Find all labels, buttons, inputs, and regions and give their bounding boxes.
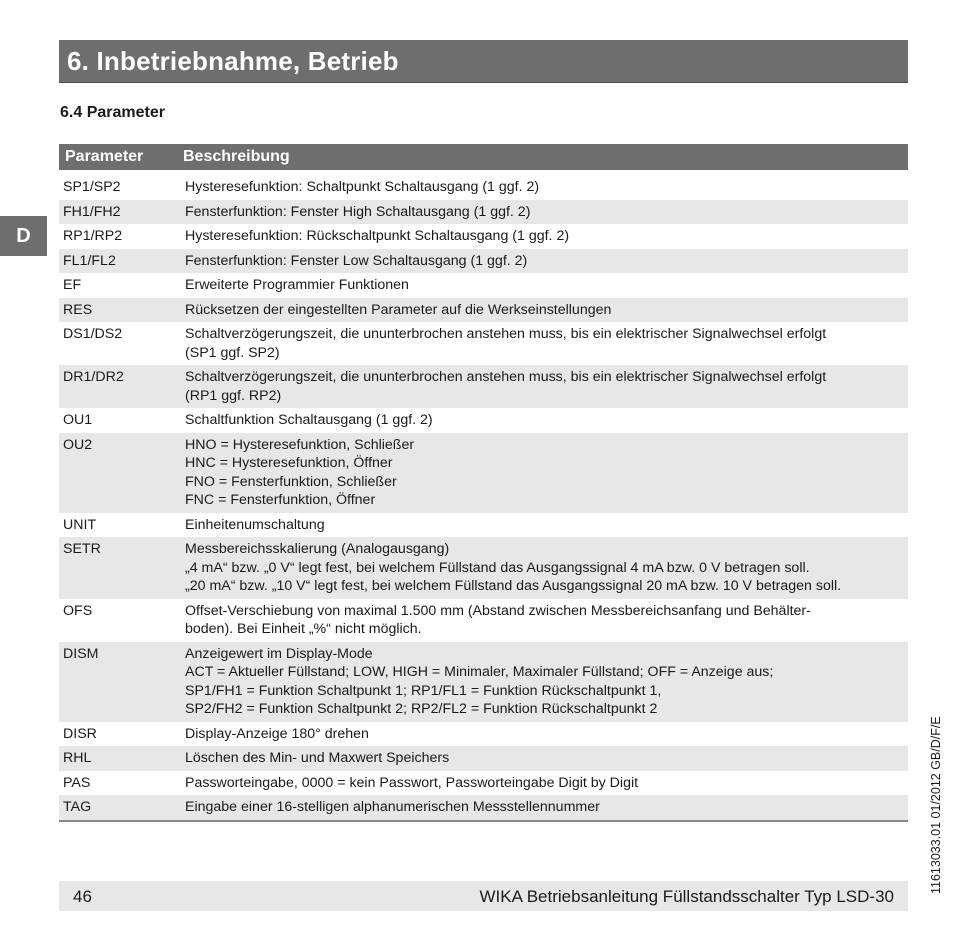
language-tab: D xyxy=(0,216,47,256)
parameter-cell: UNIT xyxy=(63,516,97,533)
column-header-parameter: Parameter xyxy=(59,144,172,170)
description-line: Hysteresefunktion: Schaltpunkt Schaltausgang (1 ggf. 2) xyxy=(185,179,540,195)
description-line: HNO = Hysteresefunktion, Schließer xyxy=(185,436,415,453)
parameter-cell: TAG xyxy=(59,795,172,821)
description-cell xyxy=(172,298,908,323)
table-row xyxy=(59,249,908,274)
parameter-cell: DS1/DS2 xyxy=(63,326,123,342)
description-line: „4 mA“ bzw. „0 V“ legt fest, bei welchem Füllstand das Ausgangssignal 4 mA bzw. 0 V betragen soll. xyxy=(185,559,810,576)
description-line: Fensterfunktion: Fenster Low Schaltausgang (1 ggf. 2) xyxy=(185,252,528,269)
description-cell xyxy=(172,273,908,298)
description-cell xyxy=(172,746,908,771)
parameter-cell: FH1/FH2 xyxy=(59,200,172,225)
chapter-title: 6. Inbetriebnahme, Betrieb xyxy=(67,46,399,76)
description-cell xyxy=(172,200,908,225)
description-line: SP2/FH2 = Funktion Schaltpunkt 2; RP2/FL2 = Funktion Rückschaltpunkt 2 xyxy=(185,701,658,717)
description-cell xyxy=(172,433,908,513)
parameter-cell: RES xyxy=(59,298,172,323)
description-line: Hysteresefunktion: Rückschaltpunkt Schaltausgang (1 ggf. 2) xyxy=(185,228,570,244)
parameter-cell: RHL xyxy=(59,746,172,771)
table-row xyxy=(59,433,908,513)
description-line: Display-Anzeige 180° drehen xyxy=(185,725,369,742)
parameter-cell: PAS xyxy=(63,774,91,791)
parameter-cell: SP1/SP2 xyxy=(63,179,121,195)
parameter-cell: SETR xyxy=(59,537,172,599)
table-row xyxy=(59,408,908,433)
description-cell xyxy=(172,249,908,274)
table-row xyxy=(59,795,908,821)
description-cell xyxy=(172,599,908,642)
table-header-row xyxy=(59,144,908,170)
description-cell xyxy=(172,642,908,722)
description-line: Rücksetzen der eingestellten Parameter auf die Werkseinstellungen xyxy=(185,301,612,318)
parameter-cell: DR1/DR2 xyxy=(59,365,172,408)
parameter-cell: RP1/RP2 xyxy=(63,228,123,244)
description-line: SP1/FH1 = Funktion Schaltpunkt 1; RP1/FL1 = Funktion Rückschaltpunkt 1, xyxy=(185,682,662,699)
description-line: Schaltverzögerungszeit, die ununterbrochen anstehen muss, bis ein elektrischer Signalwechsel erfolgt xyxy=(185,369,827,385)
column-header-description: Beschreibung xyxy=(172,144,908,170)
table-body xyxy=(59,175,908,821)
description-line: Erweiterte Programmier Funktionen xyxy=(185,277,409,293)
parameter-cell: OU1 xyxy=(63,412,93,428)
table-row xyxy=(59,322,908,365)
table-row xyxy=(59,771,908,796)
table-row xyxy=(59,513,908,538)
chapter-header xyxy=(59,40,908,83)
table-row xyxy=(59,224,908,249)
description-cell xyxy=(172,175,908,200)
description-cell xyxy=(172,365,908,408)
table-row xyxy=(59,537,908,599)
description-line: Fensterfunktion: Fenster High Schaltausgang (1 ggf. 2) xyxy=(185,203,531,220)
page-number: 46 xyxy=(73,887,92,906)
table-row xyxy=(59,642,908,722)
description-line: FNO = Fensterfunktion, Schließer xyxy=(185,473,397,490)
table-row xyxy=(59,746,908,771)
parameter-cell: DISM xyxy=(59,642,172,722)
footer-document-title: WIKA Betriebsanleitung Füllstandsschalter Typ LSD-30 xyxy=(479,887,894,906)
parameter-cell: OFS xyxy=(63,602,93,619)
description-line: Schaltverzögerungszeit, die ununterbrochen anstehen muss, bis ein elektrischer Signalwechsel erfolgt xyxy=(185,326,827,342)
table-row xyxy=(59,200,908,225)
description-cell xyxy=(172,408,908,433)
description-cell xyxy=(172,224,908,249)
description-line: „20 mA“ bzw. „10 V“ legt fest, bei welchem Füllstand das Ausgangssignal 20 mA bzw. 10 V betragen soll. xyxy=(185,578,842,594)
description-cell xyxy=(172,795,908,821)
description-cell xyxy=(172,722,908,747)
description-line: (RP1 ggf. RP2) xyxy=(185,387,282,404)
description-line: Messbereichsskalierung (Analogausgang) xyxy=(185,541,450,557)
description-line: HNC = Hysteresefunktion, Öffner xyxy=(185,455,393,471)
description-line: Einheitenumschaltung xyxy=(185,516,325,533)
section-title: 6.4 Parameter xyxy=(60,104,165,121)
table-row xyxy=(59,599,908,642)
description-cell xyxy=(172,513,908,538)
parameter-table xyxy=(59,144,908,822)
table-row xyxy=(59,365,908,408)
description-line: ACT = Aktueller Füllstand; LOW, HIGH = Minimaler, Maximaler Füllstand; OFF = Anzeige aus; xyxy=(185,664,774,680)
table-row xyxy=(59,298,908,323)
description-line: (SP1 ggf. SP2) xyxy=(185,344,280,361)
description-line: Passworteingabe, 0000 = kein Passwort, Passworteingabe Digit by Digit xyxy=(185,774,639,791)
parameter-cell: OU2 xyxy=(59,433,172,513)
description-line: FNC = Fensterfunktion, Öffner xyxy=(185,492,376,508)
parameter-cell: FL1/FL2 xyxy=(59,249,172,274)
table-row xyxy=(59,722,908,747)
description-line: boden). Bei Einheit „%“ nicht möglich. xyxy=(185,621,422,637)
description-line: Löschen des Min- und Maxwert Speichers xyxy=(185,750,450,766)
description-line: Offset-Verschiebung von maximal 1.500 mm (Abstand zwischen Messbereichsanfang und Behälter- xyxy=(185,602,811,619)
table-row xyxy=(59,273,908,298)
table-row xyxy=(59,175,908,200)
description-cell xyxy=(172,322,908,365)
description-cell xyxy=(172,537,908,599)
page-footer xyxy=(59,881,908,911)
document-id: 11613033.01 01/2012 GB/D/F/E xyxy=(929,716,943,894)
description-line: Anzeigewert im Display-Mode xyxy=(185,645,373,662)
parameter-cell: EF xyxy=(63,277,82,293)
description-line: Eingabe einer 16-stelligen alphanumerischen Messstellennummer xyxy=(185,799,600,815)
description-line: Schaltfunktion Schaltausgang (1 ggf. 2) xyxy=(185,412,433,428)
description-cell xyxy=(172,771,908,796)
parameter-cell: DISR xyxy=(63,725,97,742)
